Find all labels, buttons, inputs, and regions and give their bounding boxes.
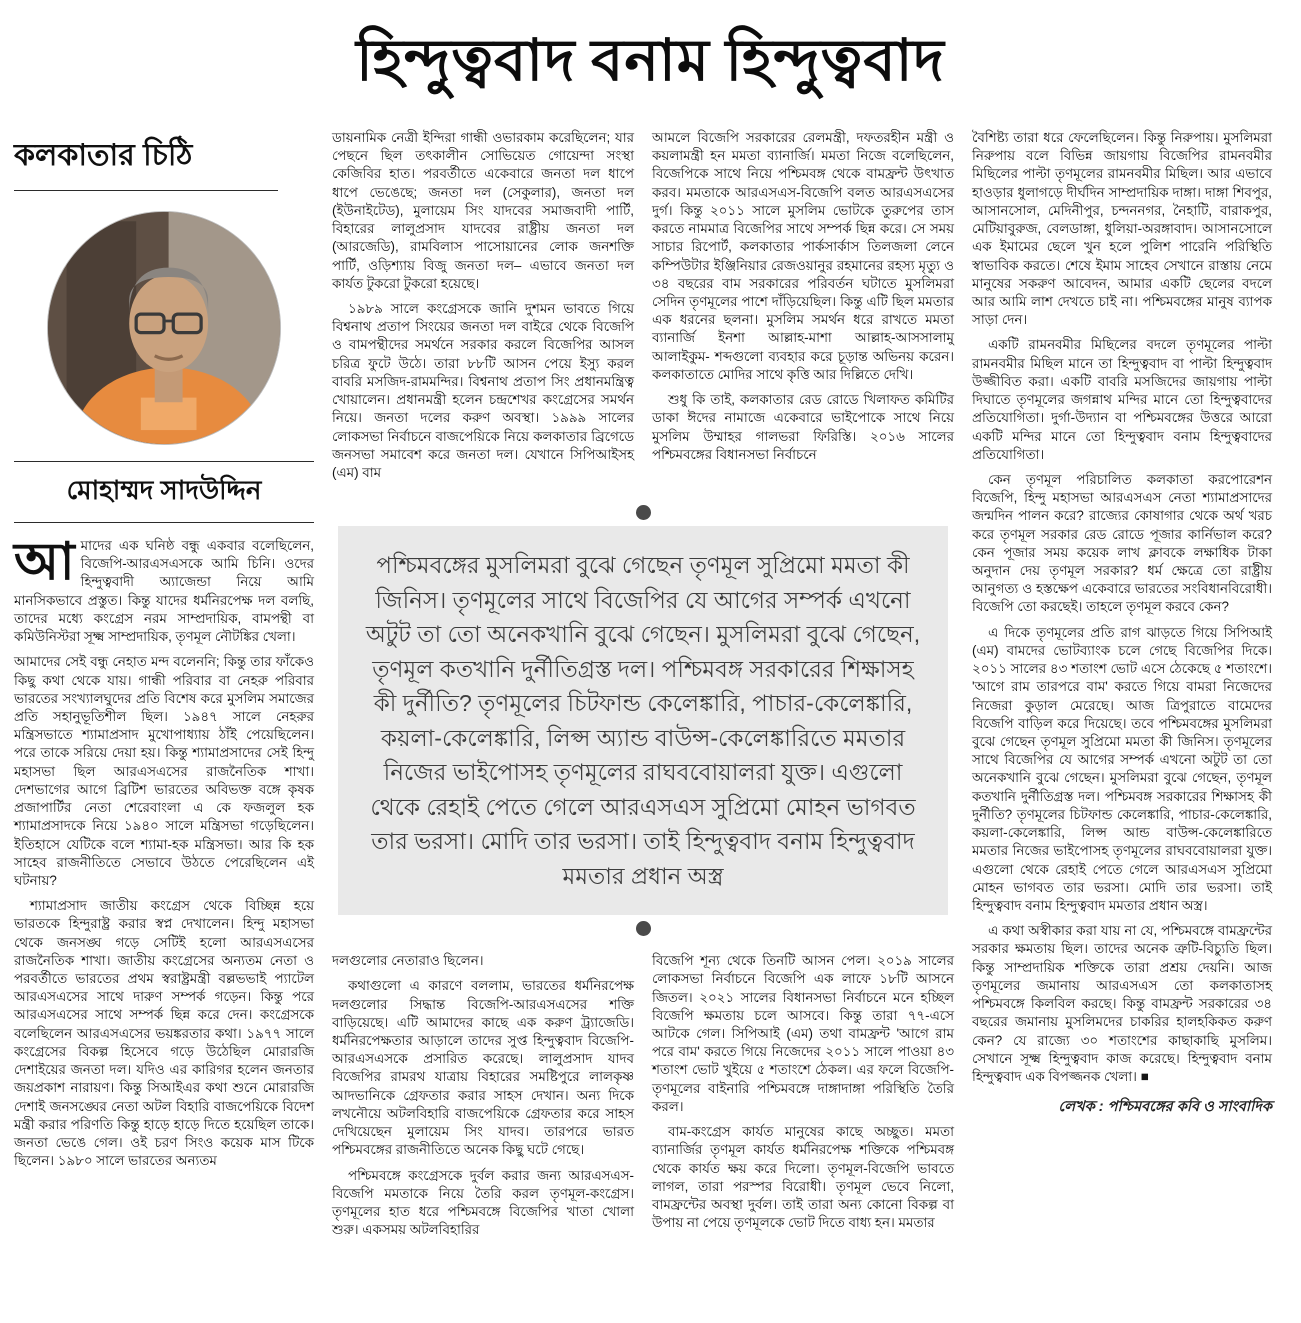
quote-top-dot-icon	[636, 505, 651, 520]
column-3-top	[652, 129, 954, 489]
paragraph: আমলে বিজেপি সরকারের রেলমন্ত্রী, দফতরহীন মন্ত্রী ও কয়লামন্ত্রী হন মমতা ব্যানার্জি। মমতা নিজে বলেছিলেন, বিজেপিকে সাথে নিয়ে পশ্চিমবঙ্গ থেকে বামফ্রন্ট উৎখাত করব। মমতাকে আরএসএস-বিজেপি বলত আরএসএসের দুর্গ। কিন্তু ২০১১ সালে মুসলিম ভোটকে তুরুপের তাস করতে নামমাত্র বিজেপির সাথে সম্পর্ক ছিন্ন করে। সে সময় সাচার রিপোর্ট, কলকাতার পার্কসার্কাস তিলজলা লেনে কম্পিউটার ইঞ্জিনিয়ার রেজওয়ানুর রহমানের রহস্য মৃত্যু ও ৩৪ বছরের বাম সরকারের পরিবর্তন ঘটাতে মুসলিমরা সেদিন তৃণমূলের পাশে দাঁড়িয়েছিল। কিন্তু এটি ছিল মমতার এক ধরনের ছলনা। মুসলিম সমর্থন ধরে রাখতে মমতা ব্যানার্জি ইনশা আল্লাহ-মাশা আল্লাহ-আসসালামু আলাইকুম- শব্দগুলো ব্যবহার করে চূড়ান্ত অভিনয় করেন। কলকাতাতে মোদির সাথে কৃত্তি আর দিল্লিতে দেখি।	[652, 130, 954, 382]
dropcap: আ	[14, 533, 75, 591]
middle-top-row	[332, 129, 954, 489]
paragraph: কেন তৃণমূল পরিচালিত কলকাতা করপোরেশন বিজেপি, হিন্দু মহাসভা আরএসএস নেতা শ্যামাপ্রসাদের জন্মদিন পালন করে? রাজ্যের কোষাগার থেকে অর্থ খরচ করে তৃণমূল সরকার রেড রোডে পূজার কার্নিভাল করে? কেন পূজার সময় কয়েক লাখ ক্লাবকে লক্ষাধিক টাকা অনুদান দেয় তৃণমূল সরকার? ধর্ম ক্ষেত্রে তো রাষ্ট্রীয় আনুগত্য ও হস্তক্ষেপ একেবারে ভারতের সংবিধানবিরোধী। বিজেপি তো করছেই। তাহলে তৃণমূল করবে কেন?	[972, 471, 1272, 615]
lead-paragraph	[14, 533, 314, 646]
quote-bottom-dot-icon	[636, 921, 651, 936]
paragraph: আমাদের সেই বন্ধু নেহাত মন্দ বলেননি; কিন্তু তার ফাঁকেও কিছু কথা থেকে যায়। গান্ধী পরিবার বা নেহরু পরিবার ভারতের সংখ্যালঘুদের প্রতি বিশেষ করে মুসলিম সমাজের প্রতি সহানুভূতিশীল ছিল। ১৯৪৭ সালে নেহরুর মন্ত্রিসভাতে শ্যামাপ্রসাদ মুখোপাধ্যায় ঠাঁই পেয়েছিলেন। পরে তাকে সরিয়ে দেয়া হয়। কিন্তু শ্যামাপ্রসাদের সেই হিন্দু মহাসভা ছিল আরএসএসের রাজনৈতিক শাখা। দেশভাগের আগে ব্রিটিশ ভারতের অবিভক্ত বঙ্গে কৃষক প্রজাপার্টির নেতা শেরেবাংলা এ কে ফজলুল হক শ্যামাপ্রসাদকে নিয়ে ১৯৪০ সালে মন্ত্রিসভা গড়েছিলেন। ইতিহাসে যেটিকে বলে শ্যামা-হক মন্ত্রিসভা। আর কি হক সাহেব রাজনীতিতে সেভাবে উঠতে পেরেছিলেন এই ঘটনায়?	[14, 654, 314, 888]
masthead	[14, 6, 1287, 129]
section-title: কলকাতার চিঠি	[14, 131, 278, 191]
column-4-paragraphs	[972, 129, 1272, 1086]
paragraph: বিজেপি শূন্য থেকে তিনটি আসন পেল। ২০১৯ সালের লোকসভা নির্বাচনে বিজেপি এক লাফে ১৮টি আসনে জিতল। ২০২১ সালের বিধানসভা নির্বাচনে মনে হচ্ছিল বিজেপি ক্ষমতায় চলে আসবে। কিন্তু তারা ৭৭-এসে আটকে গেল। সিপিআই (এম) তথা বামফ্রন্ট 'আগে রাম পরে বাম' করতে গিয়ে নিজেদের ২০১১ সালে পাওয়া ৪৩ শতাংশ ভোট খুইয়ে ৫ শতাংশে ঠেকল। এর ফলে বিজেপি-তৃণমূলের বাইনারি পশ্চিমবঙ্গে দাঙ্গাদাঙ্গা পরিস্থিতি তৈরি করল।	[652, 953, 954, 1114]
paragraph: বৈশিষ্ট্য তারা ধরে ফেলেছিলেন। কিন্তু নিরুপায়। মুসলিমরা নিরুপায় বলে বিভিন্ন জায়গায় বিজেপির রামনবমীর মিছিলের পাল্টা তৃণমূলের রামনবমীর মিছিল। আর এভাবে হাওড়ার ধুলাগড়ে দীর্ঘদিন সাম্প্রদায়িক দাঙ্গা। দাঙ্গা শিবপুর, আসানসোল, মেদিনীপুর, চন্দননগর, নৈহাটি, বারাকপুর, মেটিয়াবুরুজ, বেলডাঙ্গা, ধুলিয়া-অরঙ্গাবাদ। আসানসোলে এক ইমামের ছেলে খুন হলে পুলিশ পারেনি পরিস্থিতি স্বাভাবিক করতে। শেষে ইমাম সাহেব সেখানে রাস্তায় নেমে মানুষের সকরুণ আবেদন, আমার একটি ছেলের বদলে আর আমি লাশ দেখতে চাই না। পশ্চিমবঙ্গের মানুষ ব্যাপক সাড়া দেন।	[972, 130, 1272, 328]
article-title: হিন্দুত্ববাদ বনাম হিন্দুত্ববাদ	[356, 28, 945, 93]
paragraph: একটি রামনবমীর মিছিলের বদলে তৃণমূলের পাল্টা রামনবমীর মিছিল মানে তা হিন্দুত্ববাদ বা পাল্টা হিন্দুত্ববাদ উজ্জীবিত করা। একটি বাবরি মসজিদের জায়গায় পাল্টা দিঘাতে তৃণমূলের জগন্নাথ মন্দির মানে তো হিন্দুত্ববাদের প্রতিযোগিতা। দুর্গা-উদ্যান বা পশ্চিমবঙ্গের উত্তরে আরো একটি মন্দির মানে তো হিন্দুত্ববাদ বনাম হিন্দুত্ববাদের প্রতিযোগিতা।	[972, 337, 1272, 462]
middle-bottom-row	[332, 952, 954, 1246]
paragraph: শুধু কি তাই, কলকাতার রেড রোডে খিলাফত কমিটির ডাকা ঈদের নামাজে একেবারে ভাইপোকে সাথে নিয়ে মুসলিম উম্মাহর গালভরা ফিরিস্তি। ২০১৬ সালের পশ্চিমবঙ্গের বিধানসভা নির্বাচনে	[652, 392, 954, 462]
paragraph: ডায়নামিক নেত্রী ইন্দিরা গান্ধী ওভারকাম করেছিলেন; যার পেছনে ছিল তৎকালীন সোভিয়েত গোয়েন্দা সংস্থা কেজিবির হাত। পরবর্তীতে একেবারে জনতা দল ধাপে ধাপে ভেঙেছে; জনতা দল (সেকুলার), জনতা দল (ইউনাইটেড), মুলায়েম সিং যাদবের সমাজবাদী পার্টি, বিহারের লালুপ্রসাদ যাদবের রাষ্ট্রীয় জনতা দল (আরজেডি), রামবিলাস পাসোয়ানের লোক জনশক্তি পার্টি, ওড়িশ্যায় বিজু জনতা দল– এভাবে জনতা দল কার্যত টুকরো টুকরো হয়েছে।	[332, 130, 634, 291]
middle-columns	[332, 129, 954, 1246]
author-photo	[47, 211, 281, 445]
paragraph: শ্যামাপ্রসাদ জাতীয় কংগ্রেস থেকে বিচ্ছিন্ন হয়ে ভারতকে হিন্দুরাষ্ট্র করার স্বপ্ন দেখালেন। হিন্দু মহাসভা থেকে জনসঙ্ঘ গড়ে সেটিই হলো আরএসএসের রাজনৈতিক শাখা। জাতীয় কংগ্রেসের অন্যতম নেতা ও পরবর্তীতে ভারতের প্রথম স্বরাষ্ট্রমন্ত্রী বল্লভভাই প্যাটেল আরএসএসের সাথে দারুণ সম্পর্ক গড়েন। কিন্তু পরে আরএসএসের সাথে সম্পর্ক ছিন্ন করে দেন। কংগ্রেসকে বলেছিলেন আরএসএসের ভয়ঙ্করতার কথা। ১৯৭৭ সালে কংগ্রেসের বিকল্প হিসেবে গড়ে উঠেছিল মোরারজি দেশাইয়ের জনতা দল। যদিও এর কারিগর হলেন জনতার জয়প্রকাশ নারায়ণ। কিন্তু সিআইএর কথা শুনে মোরারজি দেশাই জনসঙ্ঘের নেতা অটল বিহারি বাজপেয়িকে বিদেশ মন্ত্রী করার পরিণতি কিন্তু হাড়ে হাড়ে দিতে হয়েছিল তাকে। জনতা ভেঙে গেল। ওই চরণ সিংও কয়েক মাস টিকে ছিলেন। ১৯৮০ সালে ভারতের অন্যতম	[14, 898, 314, 1169]
article-body	[14, 129, 1287, 1246]
paragraph: এ দিকে তৃণমূলের প্রতি রাগ ঝাড়তে গিয়ে সিপিআই (এম) বামদের ভোটব্যাংক চলে গেছে বিজেপির দিকে। ২০১১ সালের ৪৩ শতাংশ ভোট এসে ঠেকেছে ৫ শতাংশে। 'আগে রাম তারপরে বাম' করতে গিয়ে বামরা নিজেদের নিজেরা কুড়াল মেরেছে। আজ ত্রিপুরাতে বামেদের বিজেপি বাড়িল করে দিয়েছে। তবে পশ্চিমবঙ্গের মুসলিমরা বুঝে গেছেন তৃণমূল সুপ্রিমো মমতা কী জিনিস। তৃণমূলের সাথে বিজেপির যে আগের সম্পর্ক এখনো অটুট তা তো অনেকখানি বুঝে গেছেন। মুসলিমরা বুঝে গেছেন, তৃণমূল কতখানি দুর্নীতিগ্রস্ত দল। পশ্চিমবঙ্গ সরকারের শিক্ষাসহ কী দুর্নীতি? তৃণমূলের চিটফান্ড কেলেঙ্কারি, পাচার-কেলেঙ্কারি, কয়লা-কেলেঙ্কারি, লিপ্স আন্ড বাউন্স-কেলেঙ্কারিতে মমতার নিজের ভাইপোসহ তৃণমূলের রাঘববোয়ালরা যুক্ত। এগুলো থেকে রেহাই পেতে গেলে আরএসএস সুপ্রিমো মোহন ভাগবত তার ভরসা। মোদি তার ভরসা। তাই হিন্দুত্ববাদ বনাম হিন্দুত্ববাদ মমতার প্রধান অস্ত্র।	[972, 624, 1272, 913]
paragraph: বাম-কংগ্রেস কার্যত মানুষের কাছে অচ্ছুত। মমতা ব্যানার্জির তৃণমূল কার্যত ধর্মনিরপেক্ষ শক্তিকে পশ্চিমবঙ্গ থেকে কার্যত ক্ষয় করে দিলো। তৃণমূল-বিজেপি ভাবতে লাগল, তারা পরস্পর বিরোধী। তৃণমূল ভেবে নিলো, বামফ্রন্টের অবস্থা দুর্বল। তাই তারা অন্য কোনো বিকল্প বা উপায় না পেয়ে তৃণমূলকে ভোট দিতে বাধ্য হন। মমতার	[652, 1124, 954, 1231]
lead-paragraph-text: মাদের এক ঘনিষ্ঠ বন্ধু একবার বলেছিলেন, বিজেপি-আরএসএসকে আমি চিনি। ওদের হিন্দুত্ববাদী অ্যাজেন্ডা নিয়ে আমি মানসিকভাবে প্রস্তুত। কিন্তু যাদের ধর্মনিরপেক্ষ দল বলছি, তাদের মধ্যে কংগ্রেস নরম সাম্প্রদায়িক, বামপন্থী বা কমিউনিস্টরা সূক্ষ্ম সাম্প্রদায়িক, তৃণমূল নৌটঙ্কির খেলা।	[14, 538, 314, 645]
column-2-top	[332, 129, 634, 489]
author-name: মোহাম্মদ সাদউদ্দিন	[14, 461, 314, 523]
paragraph: ১৯৮৯ সালে কংগ্রেসকে জানি দুশমন ভাবতে গিয়ে বিশ্বনাথ প্রতাপ সিংয়ের জনতা দল বাইরে থেকে বিজেপি ও বামপন্থীদের সমর্থনে সরকার করলে বিজেপির আসল চরিত্র ফুটে উঠে। তারা ৮৮টি আসন পেয়ে ইস্যু করল বাবরি মসজিদ-রামমন্দির। বিশ্বনাথ প্রতাপ সিং প্রধানমন্ত্রিত্ব খোয়ালেন। প্রধানমন্ত্রী হলেন চন্দ্রশেখর কংগ্রেসের সমর্থন নিয়ে। জনতা দলের করুণ অবস্থা। ১৯৯৯ সালের লোকসভা নির্বাচনে বাজপেয়িকে নিয়ে কলকাতার ব্রিগেডে জনসভা সমাবেশ করে জনতা দল। যেখানে সিপিআইসহ (এম) বাম	[332, 300, 634, 480]
author-box	[14, 131, 314, 523]
column-4	[972, 129, 1272, 1120]
paragraph: পশ্চিমবঙ্গে কংগ্রেসকে দুর্বল করার জন্য আরএসএস-বিজেপি মমতাকে নিয়ে তৈরি করল তৃণমূল-কংগ্রেস। তৃণমূলের হাত ধরে পশ্চিমবঙ্গে বিজেপির খাতা খোলা শুরু। একসময় অটলবিহারির	[332, 1167, 634, 1238]
pull-quote: পশ্চিমবঙ্গের মুসলিমরা বুঝে গেছেন তৃণমূল সুপ্রিমো মমতা কী জিনিস। তৃণমূলের সাথে বিজেপির যে আগের সম্পর্ক এখনো অটুট তা তো অনেকখানি বুঝে গেছেন। মুসলিমরা বুঝে গেছেন, তৃণমূল কতখানি দুর্নীতিগ্রস্ত দল। পশ্চিমবঙ্গ সরকারের শিক্ষাসহ কী দুর্নীতি? তৃণমূলের চিটফান্ড কেলেঙ্কারি, পাচার-কেলেঙ্কারি, কয়লা-কেলেঙ্কারি, লিপ্স অ্যান্ড বাউন্স-কেলেঙ্কারিতে মমতার নিজের ভাইপোসহ তৃণমূলের রাঘববোয়ালরা যুক্ত। এগুলো থেকে রেহাই পেতে গেলে আরএসএস সুপ্রিমো মোহন ভাগবত তার ভরসা। মোদি তার ভরসা। তাই হিন্দুত্ববাদ বনাম হিন্দুত্ববাদ মমতার প্রধান অস্ত্র	[338, 526, 948, 915]
paragraph: এ কথা অস্বীকার করা যায় না যে, পশ্চিমবঙ্গে বামফ্রন্টের সরকার ক্ষমতায় ছিল। তাদের অনেক ত্রুটি-বিচ্যুতি ছিল। কিন্তু সাম্প্রদায়িক শক্তিকে তারা প্রশ্রয় দেয়নি। আজ তৃণমূলের জমানায় আরএসএস তো কলকাতাসহ পশ্চিমবঙ্গে কিলবিল করছে। কিন্তু বামফ্রন্ট সরকারের ৩৪ বছরের জমানায় মুসলিমদের চাকরির হালহকিকত করুণ কেন? যে রাজ্যে ৩০ শতাংশের কাছাকাছি মুসলিম। সেখানে সূক্ষ্ম হিন্দুত্ববাদ কাজ করেছে। হিন্দুত্ববাদ বনাম হিন্দুত্ববাদ এক বিপজ্জনক খেলা। ■	[972, 923, 1272, 1084]
pull-quote-block	[338, 499, 948, 942]
column-1	[14, 129, 314, 1177]
author-credit: লেখক : পশ্চিমবঙ্গের কবি ও সাংবাদিক	[1058, 1099, 1272, 1116]
column-3-bottom	[652, 952, 954, 1246]
column-2-bottom	[332, 952, 634, 1246]
column-1-paragraphs	[14, 653, 314, 1170]
paragraph: দলগুলোর নেতারাও ছিলেন।	[332, 953, 484, 969]
author-photo-illustration	[48, 212, 280, 444]
author-photo-wrap	[14, 197, 314, 457]
paragraph: কথাগুলো এ কারণে বললাম, ভারতের ধর্মনিরপেক্ষ দলগুলোর সিদ্ধান্ত বিজেপি-আরএসএসের শক্তি বাড়িয়েছে। এটি আমাদের কাছে এক করুণ ট্র্যাজেডি। ধর্মনিরপেক্ষতার আড়ালে তাদের সুপ্ত হিন্দুত্ববাদ বিজেপি-আরএসএসকে প্রসারিত করেছে। লালুপ্রসাদ যাদব বিজেপির রামরথ যাত্রায় বিহারের সমষ্টিপুরে লালকৃষ্ণ আদভানিকে গ্রেফতার করার সাহস দেখান। অন্য দিকে লখনৌয়ে অটলবিহারি বাজপেয়িকে গ্রেফতার করে সাহস দেখিয়েছেন মুলায়েম সিং যাদব। তারপরে ভারত পশ্চিমবঙ্গের রাজনীতিতে অনেক কিছু ঘটে গেছে।	[332, 978, 634, 1158]
